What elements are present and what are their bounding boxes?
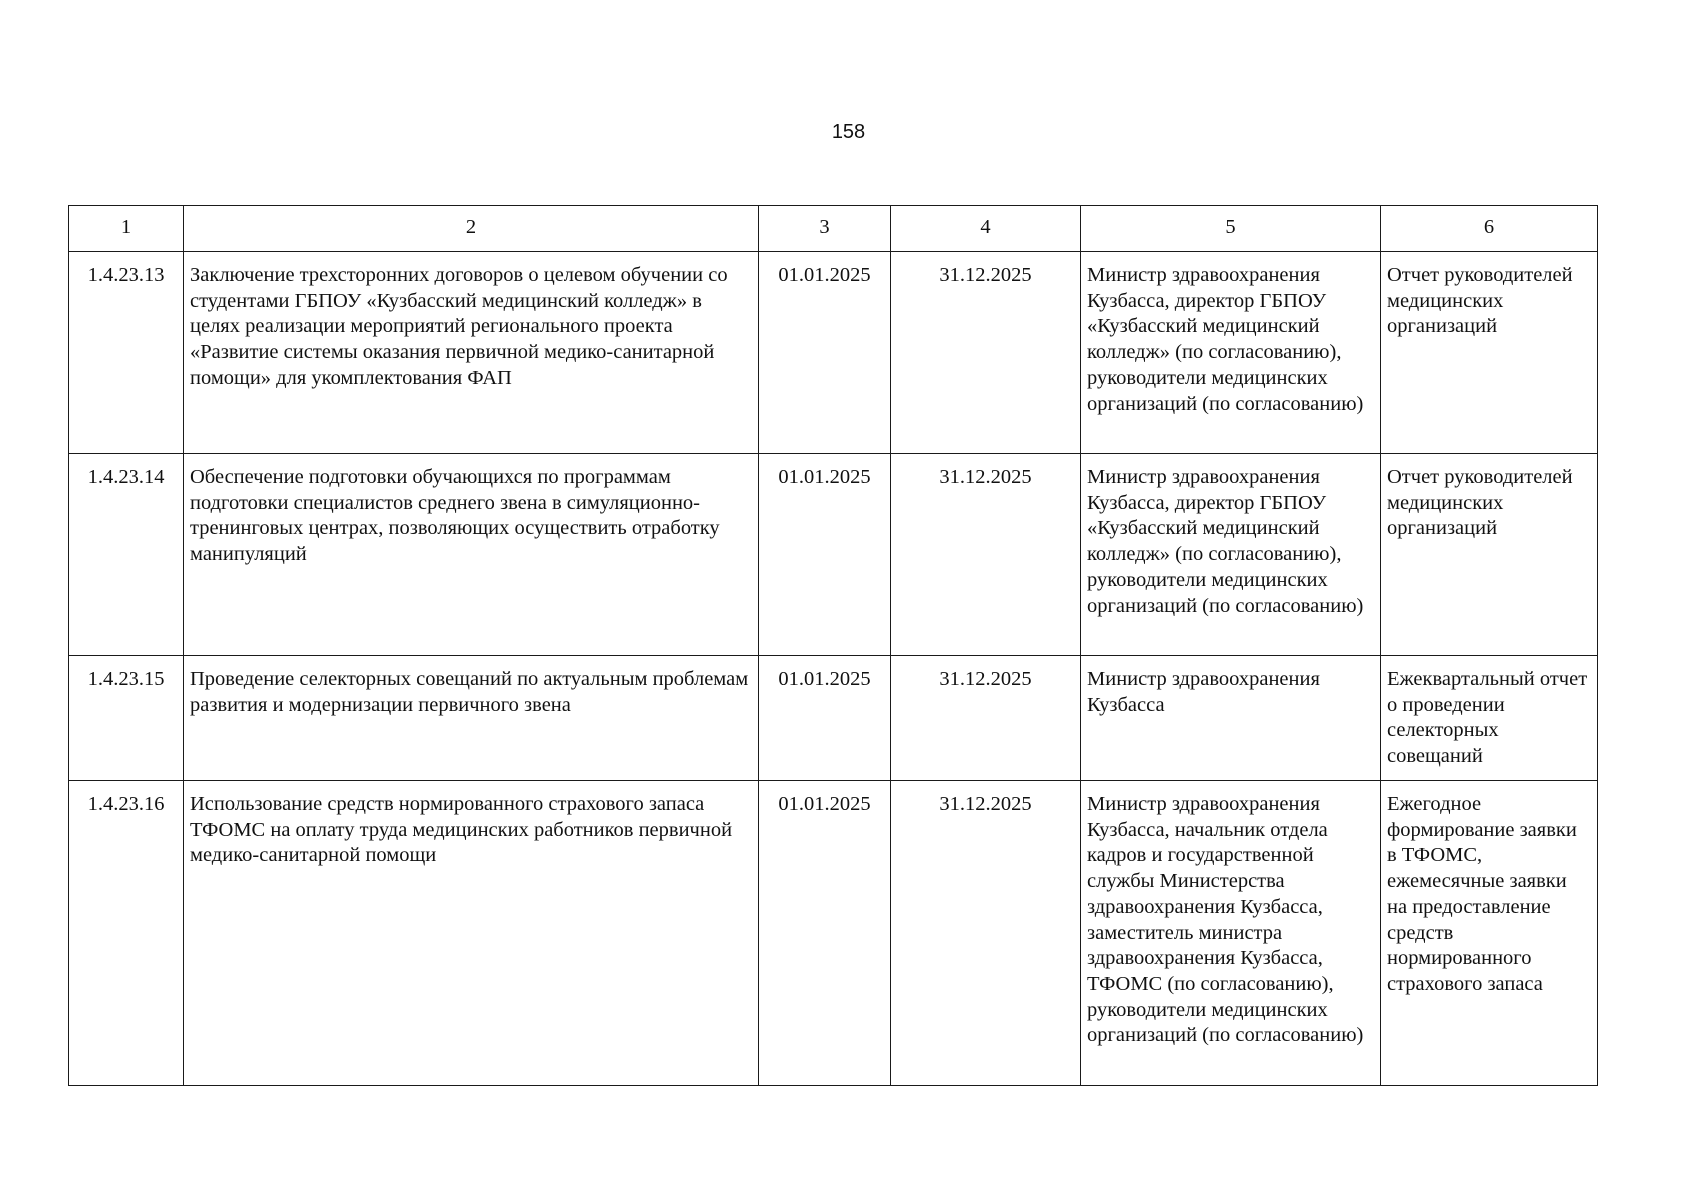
table-header-row	[69, 206, 1598, 252]
end-date: 31.12.2025	[891, 454, 1081, 656]
end-date: 31.12.2025	[891, 781, 1081, 1086]
item-number: 1.4.23.14	[69, 454, 184, 656]
column-header-2: 2	[184, 206, 759, 252]
activity-description: Проведение селекторных совещаний по актуальным проблемам развития и модернизации первичного звена	[184, 656, 759, 781]
start-date: 01.01.2025	[759, 656, 891, 781]
item-number: 1.4.23.16	[69, 781, 184, 1086]
start-date: 01.01.2025	[759, 454, 891, 656]
item-number: 1.4.23.15	[69, 656, 184, 781]
activity-description: Обеспечение подготовки обучающихся по программам подготовки специалистов среднего звена в симуляционно-тренинговых центрах, позволяющих осуществить отработку манипуляций	[184, 454, 759, 656]
column-header-6: 6	[1381, 206, 1598, 252]
activity-description: Использование средств нормированного страхового запаса ТФОМС на оплату труда медицинских работников первичной медико-санитарной помощи	[184, 781, 759, 1086]
responsible-parties: Министр здравоохранения Кузбасса, директор ГБПОУ «Кузбасский медицинский колледж» (по согласованию), руководители медицинских организаций (по согласованию)	[1081, 252, 1381, 454]
table-row	[69, 252, 1598, 454]
expected-result: Ежегодное формирование заявки в ТФОМС, ежемесячные заявки на предоставление средств нормированного страхового запаса	[1381, 781, 1598, 1086]
expected-result: Отчет руководителей медицинских организаций	[1381, 252, 1598, 454]
column-header-4: 4	[891, 206, 1081, 252]
activity-description: Заключение трехсторонних договоров о целевом обучении со студентами ГБПОУ «Кузбасский медицинский колледж» в целях реализации мероприятий регионального проекта «Развитие системы оказания первичной медико-санитарной помощи» для укомплектования ФАП	[184, 252, 759, 454]
expected-result: Ежеквартальный отчет о проведении селекторных совещаний	[1381, 656, 1598, 781]
column-header-3: 3	[759, 206, 891, 252]
column-header-5: 5	[1081, 206, 1381, 252]
responsible-parties: Министр здравоохранения Кузбасса, директор ГБПОУ «Кузбасский медицинский колледж» (по согласованию), руководители медицинских организаций (по согласованию)	[1081, 454, 1381, 656]
expected-result: Отчет руководителей медицинских организаций	[1381, 454, 1598, 656]
end-date: 31.12.2025	[891, 252, 1081, 454]
start-date: 01.01.2025	[759, 781, 891, 1086]
start-date: 01.01.2025	[759, 252, 891, 454]
responsible-parties: Министр здравоохранения Кузбасса	[1081, 656, 1381, 781]
end-date: 31.12.2025	[891, 656, 1081, 781]
table-row	[69, 656, 1598, 781]
column-header-1: 1	[69, 206, 184, 252]
table-row	[69, 454, 1598, 656]
action-plan-table	[68, 205, 1598, 1086]
responsible-parties: Министр здравоохранения Кузбасса, начальник отдела кадров и государственной службы Министерства здравоохранения Кузбасса, заместитель министра здравоохранения Кузбасса, ТФОМС (по согласованию), руководители медицинских организаций (по согласованию)	[1081, 781, 1381, 1086]
item-number: 1.4.23.13	[69, 252, 184, 454]
page-number: 158	[831, 121, 866, 143]
table-row	[69, 781, 1598, 1086]
